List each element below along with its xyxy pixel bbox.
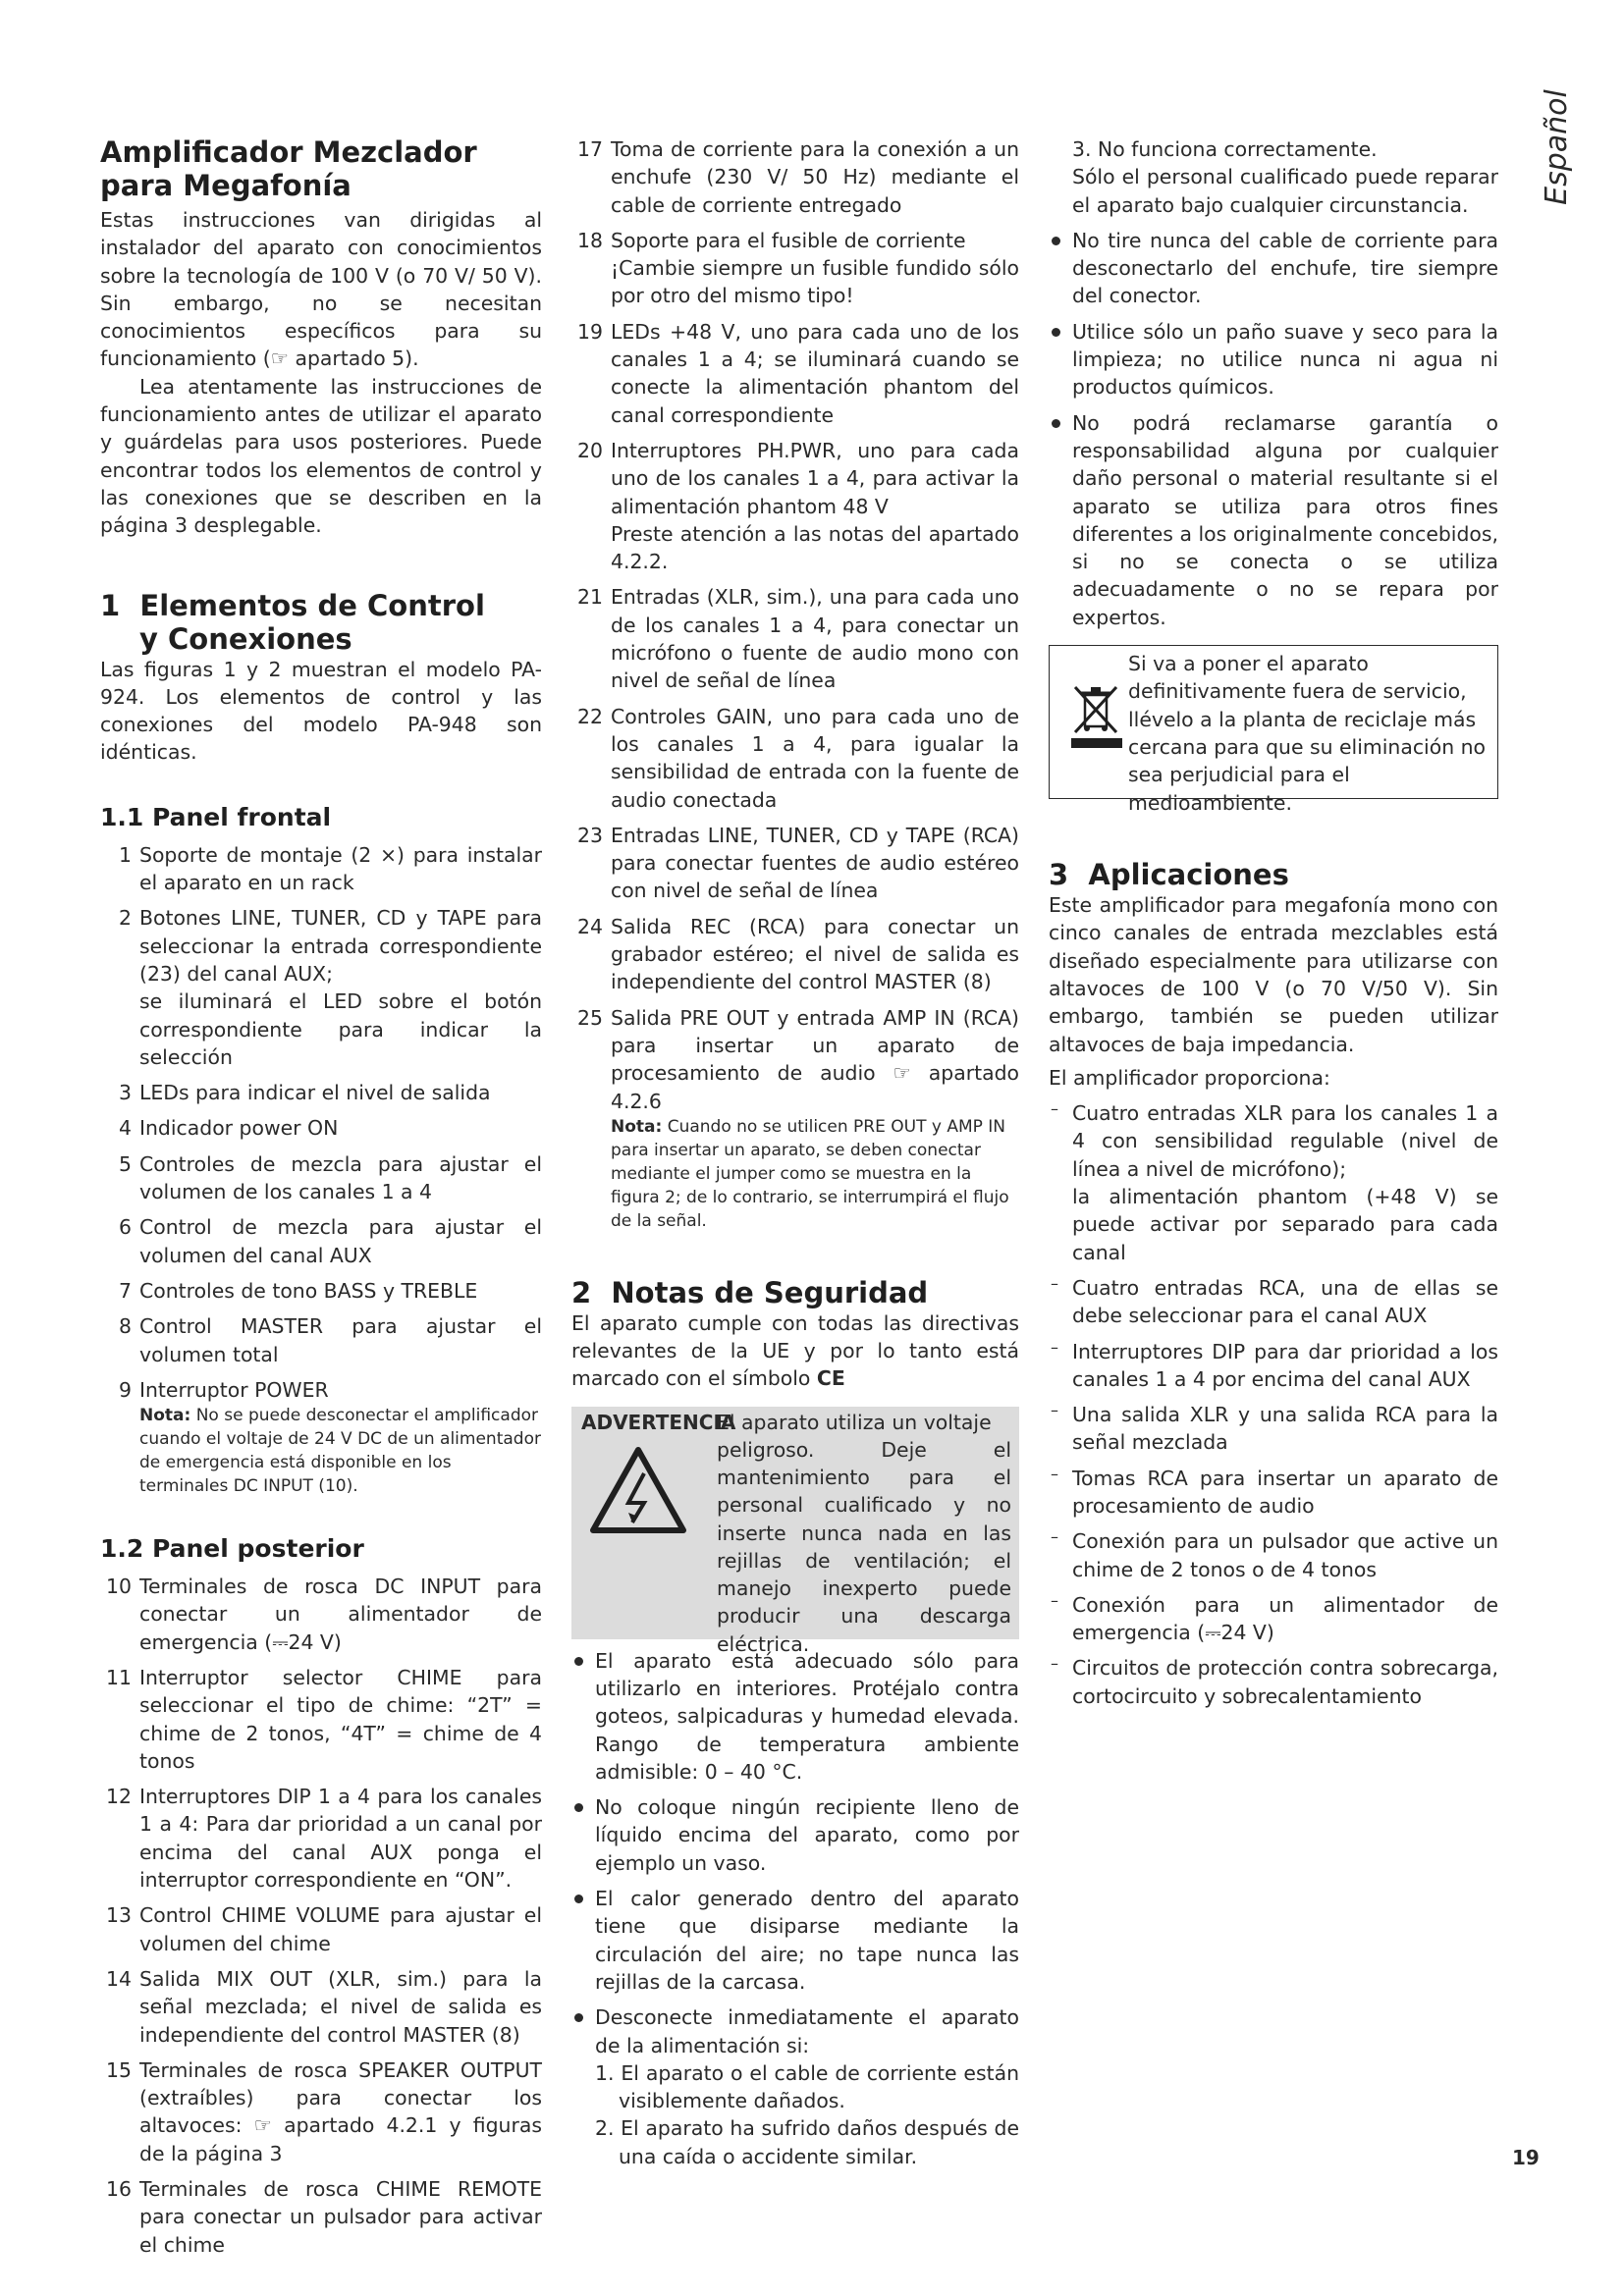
recycling-text: Si va a poner el aparato definitivamente fuera de servicio, llévelo a la planta de reciclaje más cercana para que su eliminación no sea perjudicial para el medioambiente. [1128,652,1486,815]
list-item: 3 LEDs para indicar el nivel de salida [119,1081,491,1105]
list-item: 17 Toma de corriente para la conexión a un enchufe (230 V/ 50 Hz) mediante el cable de corriente entregado [577,137,1019,217]
safety-bullet: No coloque ningún recipiente lleno de líquido encima del aparato, como por ejemplo un vaso. [571,1793,1019,1877]
list-item: 14 Salida MIX OUT (XLR, sim.) para la señal mezclada; el nivel de salida es independiente del control MASTER (8) [106,1966,542,2047]
repair-note: Sólo el personal cualificado puede reparar el aparato bajo cualquier circunstancia. [1072,165,1498,217]
note: Nota: Cuando no se utilicen PRE OUT y AMP IN para insertar un aparato, se deben conectar mediante el jumper como se muestra en la figura 2; de lo contrario, se interrumpirá el flujo de la señal. [611,1116,1009,1231]
note: Nota: No se puede desconectar el amplificador cuando el voltaje de 24 V DC de un alimentador de emergencia está disponible en los terminales DC INPUT (10). [139,1406,541,1497]
list-item: 4 Indicador power ON [119,1116,339,1141]
list-item: 9 Interruptor POWER Nota: No se puede desconectar el amplificador cuando el voltaje de 24 V DC de un alimentador de emergencia está disponible en los terminales DC INPUT (10). [119,1377,541,1497]
recycling-notice-box [1049,645,1498,815]
list-item: 19 LEDs +48 V, uno para cada uno de los canales 1 a 4; se iluminará cuando se conecte la alimentación phantom del canal correspondiente [577,319,1019,427]
ce-mark: CE [816,1366,845,1391]
feature-item: – Circuitos de protección contra sobrecarga, cortocircuito y sobrecalentamiento [1049,1654,1498,1710]
section-2-intro: El aparato cumple con todas las directivas relevantes de la UE y por lo tanto está marcado con el símbolo CE [571,1310,1019,1391]
page-number: 19 [1512,2146,1540,2169]
disconnect-reason: 1. El aparato o el cable de corriente están visiblemente dañados. [595,2060,1019,2113]
list-item: 8 Control MASTER para ajustar el volumen total [119,1314,542,1366]
list-item: 21 Entradas (XLR, sim.), una para cada uno de los canales 1 a 4, para conectar un micrófono o fuente de audio mono con nivel de señal de línea [577,585,1019,693]
rear-panel-list [100,1573,542,2259]
list-item: 1 Soporte de montaje (2 ×) para instalar el aparato en un rack [119,842,542,895]
intro-paragraph-2: Lea atentamente las instrucciones de funcionamiento antes de utilizar el aparato y guárdelas para usos posteriores. Puede encontrar todos los elementos de control y las conexiones que se describen en la página 3 desplegable. [100,374,542,538]
front-panel-list [100,841,542,1498]
feature-item: – Tomas RCA para insertar un aparato de procesamiento de audio [1049,1465,1498,1521]
column-3 [1049,135,1498,1710]
safety-bullet: Utilice sólo un paño suave y seco para la limpieza; no utilice nunca ni agua ni productos químicos. [1049,318,1498,401]
section-3-intro: Este amplificador para megafonía mono con cinco canales de entrada mezclables está diseñado especialmente para utilizarse con altavoces de 100 V (o 70 V/50 V). Sin embargo, también se pueden utilizar altavoces de baja impedancia. [1049,893,1498,1056]
crossed-out-bin-icon [1071,681,1122,750]
list-item: 15 Terminales de rosca SPEAKER OUTPUT (extraíbles) para conectar los altavoces: ☞ apartado 4.2.1 y figuras de la página 3 [106,2057,542,2165]
document-title: Amplificador Mezclador para Megafonía [100,135,477,202]
safety-bullet: Desconecte inmediatamente el aparato de la alimentación si: 1. El aparato o el cable de corriente están visiblemente dañados. 2. El aparato ha sufrido daños después de una caída o accidente similar. [571,2003,1019,2170]
section-1-intro: Las figuras 1 y 2 muestran el modelo PA-924. Los elementos de control y las conexiones del modelo PA-948 son idénticas. [100,657,542,765]
list-item: 25 Salida PRE OUT y entrada AMP IN (RCA) para insertar un aparato de procesamiento de audio ☞ apartado 4.2.6 Nota: Cuando no se utilicen PRE OUT y AMP IN para insertar un aparato, se deben conectar mediante el jumper como se muestra en la figura 2; de lo contrario, se interrumpirá el flujo de la señal. [577,1005,1019,1231]
warning-label: ADVERTENCIA [581,1410,736,1434]
disconnect-reason: 3. No funciona correctamente. [1072,137,1378,161]
list-item: 2 Botones LINE, TUNER, CD y TAPE para seleccionar la entrada correspondiente (23) del canal AUX; se iluminará el LED sobre el botón correspondiente para indicar la selección [119,906,542,1069]
list-item: 10 Terminales de rosca DC INPUT para conectar un alimentador de emergencia (⎓24 V) [106,1575,542,1654]
disconnect-list-continued [1049,135,1498,219]
safety-bullet: El calor generado dentro del aparato tiene que disiparse mediante la circulación del aire; no tape nunca las rejillas de la carcasa. [571,1885,1019,1996]
warning-box [571,1407,1019,1656]
section-2-title: 2 Notas de Seguridad [571,1275,929,1309]
list-item: 16 Terminales de rosca CHIME REMOTE para conectar un pulsador para activar el chime [106,2177,542,2257]
warning-text-first: El aparato utiliza un voltaje [717,1410,992,1434]
list-item: 22 Controles GAIN, uno para cada uno de los canales 1 a 4, para igualar la sensibilidad de entrada con la fuente de audio conectada [577,704,1019,812]
high-voltage-warning-icon [589,1446,687,1534]
feature-item: – Una salida XLR y una salida RCA para la señal mezclada [1049,1401,1498,1457]
column-2 [571,135,1019,2170]
feature-item: – Conexión para un pulsador que active un chime de 2 tonos o de 4 tonos [1049,1527,1498,1583]
safety-bullet: El aparato está adecuado sólo para utilizarlo en interiores. Protéjalo contra goteos, salpicaduras y humedad elevada. Rango de temperatura ambiente admisible: 0 – 40 °C. [571,1647,1019,1786]
list-item: 18 Soporte para el fusible de corriente ¡Cambie siempre un fusible fundido sólo por otro del mismo tipo! [577,228,1019,308]
list-item: 24 Salida REC (RCA) para conectar un grabador estéreo; el nivel de salida es independiente del control MASTER (8) [577,914,1019,994]
section-3-title: 3 Aplicaciones [1049,858,1289,892]
subsection-1-2-title: 1.2 Panel posterior [100,1534,364,1564]
safety-bullet: No podrá reclamarse garantía o responsabilidad alguna por cualquier daño personal o material resultante si el aparato se utiliza para otros fines diferentes a los originalmente concebidos, si no se conecta o se utiliza adecuadamente o no se repara por expertos. [1049,409,1498,631]
warning-text: peligroso. Deje el mantenimiento para el personal cualificado y no inserte nunca nada en las rejillas de ventilación; el manejo inexperto puede producir una descarga eléctrica. [717,1437,1011,1656]
feature-item: – Interruptores DIP para dar prioridad a los canales 1 a 4 por encima del canal AUX [1049,1338,1498,1394]
intro-paragraph-1: Estas instrucciones van dirigidas al instalador del aparato con conocimientos sobre la tecnología de 100 V (o 70 V/ 50 V). Sin embargo, no se necesitan conocimientos específicos para su funcionamiento (☞ apartado 5). [100,208,542,371]
subsection-1-1-title: 1.1 Panel frontal [100,802,332,831]
feature-item: – Conexión para un alimentador de emergencia (⎓24 V) [1049,1591,1498,1647]
section-1-title: 1 Elementos de Control [100,588,485,622]
rear-panel-list-continued [571,135,1019,1233]
list-item: 11 Interruptor selector CHIME para seleccionar el tipo de chime: “2T” = chime de 2 tonos, “4T” = chime de 4 tonos [106,1665,542,1773]
list-item: 5 Controles de mezcla para ajustar el volumen de los canales 1 a 4 [119,1151,542,1204]
disconnect-reason: 2. El aparato ha sufrido daños después de una caída o accidente similar. [595,2116,1019,2168]
list-item: 7 Controles de tono BASS y TREBLE [119,1278,478,1303]
section-3-provides: El amplificador proporciona: [1049,1065,1330,1090]
feature-item: – Cuatro entradas XLR para los canales 1 a 4 con sensibilidad regulable (nivel de línea a nivel de micrófono); la alimentación phantom (+48 V) se puede activar por separado para cada canal [1049,1099,1498,1266]
list-item: 6 Control de mezcla para ajustar el volumen del canal AUX [119,1215,542,1267]
column-1 [100,135,542,2259]
list-item: 13 Control CHIME VOLUME para ajustar el volumen del chime [106,1903,542,1955]
section-1-title-line2: y Conexiones [139,621,352,656]
list-item: 20 Interruptores PH.PWR, uno para cada uno de los canales 1 a 4, para activar la alimentación phantom 48 V Preste atención a las notas del apartado 4.2.2. [577,438,1019,574]
list-item: 23 Entradas LINE, TUNER, CD y TAPE (RCA) para conectar fuentes de audio estéreo con nivel de señal de línea [577,823,1019,903]
safety-bullet: No tire nunca del cable de corriente para desconectarlo del enchufe, tire siempre del conector. [1049,227,1498,310]
feature-item: – Cuatro entradas RCA, una de ellas se debe seleccionar para el canal AUX [1049,1274,1498,1330]
list-item: 12 Interruptores DIP 1 a 4 para los canales 1 a 4: Para dar prioridad a un canal por encima del canal AUX ponga el interruptor correspondiente en “ON”. [106,1785,542,1893]
